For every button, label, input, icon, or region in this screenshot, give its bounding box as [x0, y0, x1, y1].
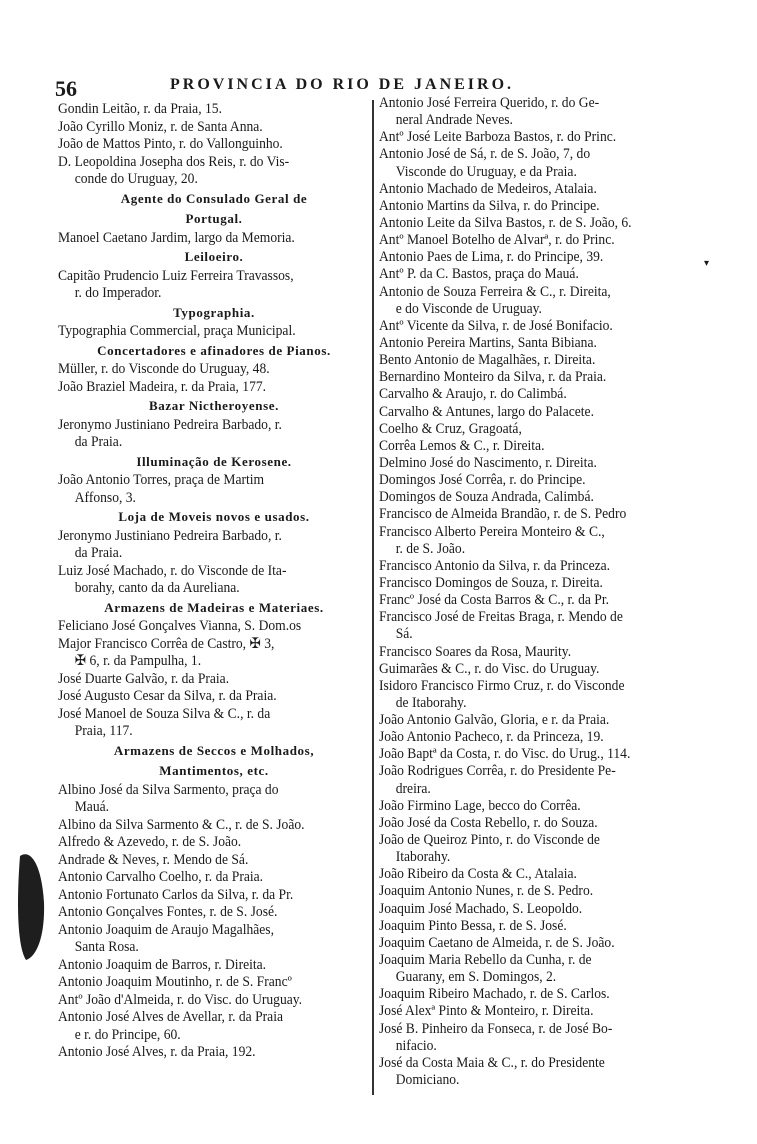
section-heading: Illuminação de Kerosene. — [136, 453, 292, 469]
section-heading: Mantimentos, etc. — [159, 763, 269, 778]
directory-entry: Joaquim Caetano de Almeida, r. de S. João. — [379, 934, 615, 951]
directory-entry: Jeronymo Justiniano Pedreira Barbado, r. — [58, 416, 282, 433]
directory-entry: Domingos de Souza Andrada, Calimbá. — [379, 489, 594, 506]
directory-entry: Luiz José Machado, r. do Visconde de Ita- — [58, 562, 287, 579]
left-column — [58, 101, 370, 1062]
section-heading: Concertadores e afinadores de Pianos. — [97, 342, 331, 358]
directory-entry: José da Costa Maia & C., r. do Presidente — [379, 1054, 605, 1071]
directory-entry: José B. Pinheiro da Fonseca, r. de José Bo- — [379, 1020, 613, 1037]
directory-entry: João de Queiroz Pinto, r. do Visconde de — [379, 832, 600, 849]
entry-continuation: Santa Rosa. — [74, 939, 139, 955]
directory-entry: Antonio Martins da Silva, r. do Principe. — [379, 197, 600, 214]
section-heading: Agente do Consulado Geral de — [120, 190, 308, 206]
directory-entry: Capitão Prudencio Luiz Ferreira Travassos, — [58, 267, 294, 284]
section-heading: Bazar Nictheroyense. — [149, 398, 279, 413]
directory-entry: Alfredo & Azevedo, r. de S. João. — [58, 834, 242, 850]
directory-entry: Antonio Paes de Lima, r. do Principe, 39. — [379, 249, 604, 266]
entry-continuation: conde do Uruguay, 20. — [74, 171, 198, 187]
entry-continuation: r. de S. João. — [395, 540, 466, 557]
directory-entry: Delmino José do Nascimento, r. Direita. — [379, 454, 597, 471]
entry-continuation: dreira. — [395, 780, 431, 797]
directory-entry: Antonio José Alves de Avellar, r. da Praia — [58, 1009, 283, 1025]
right-column — [379, 95, 724, 1089]
directory-entry: Gondin Leitão, r. da Praia, 15. — [58, 101, 222, 117]
directory-entry: Andrade & Neves, r. Mendo de Sá. — [58, 851, 249, 868]
directory-entry: Carvalho & Antunes, largo do Palacete. — [379, 403, 594, 420]
directory-entry: Müller, r. do Visconde do Uruguay, 48. — [58, 361, 270, 377]
ink-speck: ▾ — [704, 258, 710, 269]
directory-entry: João Antonio Torres, praça de Martim — [58, 472, 265, 488]
directory-entry: João José da Costa Rebello, r. do Souza. — [379, 814, 598, 831]
directory-entry: Guimarães & C., r. do Visc. do Uruguay. — [379, 660, 600, 677]
directory-entry: Joaquim Pinto Bessa, r. de S. José. — [379, 917, 567, 934]
directory-entry: Francisco Soares da Rosa, Maurity. — [379, 643, 572, 660]
page-title: PROVINCIA DO RIO DE JANEIRO. — [170, 76, 515, 93]
directory-entry: José Augusto Cesar da Silva, r. da Praia. — [58, 688, 277, 704]
directory-entry: João Ribeiro da Costa & C., Atalaia. — [379, 866, 577, 883]
directory-entry: João Antonio Galvão, Gloria, e r. da Praia. — [379, 712, 610, 729]
section-heading: Loja de Moveis novos e usados. — [118, 509, 310, 524]
directory-entry: Corrêa Lemos & C., r. Direita. — [379, 437, 545, 454]
directory-entry: Francisco Alberto Pereira Monteiro & C., — [379, 523, 605, 540]
directory-entry: Francisco de Almeida Brandão, r. de S. Pedro — [379, 506, 627, 523]
directory-entry: José Alexª Pinto & Monteiro, r. Direita. — [379, 1003, 594, 1020]
directory-entry: Antonio Joaquim Moutinho, r. de S. Francº — [58, 974, 292, 990]
directory-entry: Albino José da Silva Sarmento, praça do — [58, 781, 279, 798]
entry-continuation: Domiciano. — [395, 1072, 460, 1089]
entry-continuation: e do Visconde de Uruguay. — [395, 300, 542, 317]
entry-continuation: de Itaborahy. — [395, 694, 467, 711]
directory-entry: Antonio Joaquim de Barros, r. Direita. — [58, 956, 267, 973]
entry-continuation: Guarany, em S. Domingos, 2. — [395, 969, 557, 986]
entry-continuation: Visconde do Uruguay, e da Praia. — [395, 163, 577, 180]
directory-entry: Major Francisco Corrêa de Castro, ✠ 3, — [58, 635, 275, 652]
column-divider — [372, 100, 374, 1095]
directory-entry: Joaquim Ribeiro Machado, r. de S. Carlos. — [379, 986, 610, 1003]
directory-entry: Antonio José de Sá, r. de S. João, 7, do — [379, 146, 591, 163]
entry-continuation: da Praia. — [74, 545, 123, 561]
directory-entry: Albino da Silva Sarmento & C., r. de S. João. — [58, 816, 305, 833]
section-heading: Typographia. — [173, 304, 255, 320]
section-heading: Portugal. — [185, 211, 243, 226]
directory-entry: Antonio Machado de Medeiros, Atalaia. — [379, 180, 597, 197]
entry-continuation: Praia, 117. — [74, 723, 133, 739]
directory-entry: Francisco Antonio da Silva, r. da Princeza. — [379, 557, 611, 574]
directory-entry: João Baptª da Costa, r. do Visc. do Urug., 114. — [379, 746, 631, 763]
entry-continuation: da Praia. — [74, 434, 123, 450]
directory-entry: Bernardino Monteiro da Silva, r. da Praia. — [379, 369, 607, 386]
directory-entry: Manoel Caetano Jardim, largo da Memoria. — [58, 229, 295, 246]
entry-continuation: Affonso, 3. — [74, 489, 136, 506]
directory-entry: Joaquim Antonio Nunes, r. de S. Pedro. — [379, 883, 594, 900]
directory-entry: Antº João d'Almeida, r. do Visc. do Uruguay. — [58, 991, 303, 1008]
directory-entry: Francisco Domingos de Souza, r. Direita. — [379, 574, 603, 591]
directory-entry: Joaquim José Machado, S. Leopoldo. — [379, 900, 583, 917]
directory-entry: Antonio Fortunato Carlos da Silva, r. da Pr. — [58, 886, 294, 903]
directory-entry: Antonio de Souza Ferreira & C., r. Direita, — [379, 283, 611, 300]
directory-entry: Antonio José Ferreira Querido, r. do Ge- — [379, 95, 600, 111]
entry-continuation: neral Andrade Neves. — [395, 112, 513, 129]
directory-entry: Typographia Commercial, praça Municipal. — [58, 323, 296, 339]
directory-entry: João Rodrigues Corrêa, r. do Presidente Pe- — [379, 763, 616, 780]
directory-entry: Antonio Pereira Martins, Santa Bibiana. — [379, 334, 597, 351]
section-heading: Leiloeiro. — [184, 249, 244, 264]
directory-entry: Coelho & Cruz, Gragoatá, — [379, 420, 522, 437]
directory-entry: Bento Antonio de Magalhães, r. Direita. — [379, 352, 596, 369]
entry-continuation: r. do Imperador. — [74, 285, 162, 301]
directory-entry: Antº Vicente da Silva, r. de José Bonifacio. — [379, 317, 613, 334]
page-number: 56 — [55, 76, 77, 101]
directory-entry: Antº P. da C. Bastos, praça do Mauá. — [379, 266, 579, 283]
directory-entry: João de Mattos Pinto, r. do Vallonguinho. — [58, 136, 283, 152]
directory-entry: Isidoro Francisco Firmo Cruz, r. do Visconde — [379, 677, 625, 694]
directory-entry: Antonio José Alves, r. da Praia, 192. — [58, 1044, 256, 1060]
entry-continuation: borahy, canto da da Aureliana. — [74, 580, 240, 596]
directory-entry: João Cyrillo Moniz, r. de Santa Anna. — [58, 118, 263, 135]
directory-entry: Domingos José Corrêa, r. do Principe. — [379, 472, 586, 489]
directory-entry: Antonio Joaquim de Araujo Magalhães, — [58, 921, 274, 938]
directory-entry: Francº José da Costa Barros & C., r. da Pr. — [379, 592, 610, 609]
entry-continuation: nifacio. — [395, 1037, 437, 1054]
directory-entry: Jeronymo Justiniano Pedreira Barbado, r. — [58, 527, 282, 544]
directory-entry: João Antonio Pacheco, r. da Princeza, 19. — [379, 729, 604, 746]
entry-continuation: Itaborahy. — [395, 849, 451, 866]
directory-entry: Antº Manoel Botelho de Alvarª, r. do Princ. — [379, 232, 615, 249]
directory-entry: João Braziel Madeira, r. da Praia, 177. — [58, 378, 267, 395]
directory-entry: Joaquim Maria Rebello da Cunha, r. de — [379, 952, 592, 969]
entry-continuation: Sá. — [395, 626, 413, 643]
directory-entry: João Firmino Lage, becco do Corrêa. — [379, 797, 581, 814]
section-heading: Armazens de Seccos e Molhados, — [113, 742, 315, 758]
directory-entry: Antonio Carvalho Coelho, r. da Praia. — [58, 869, 264, 885]
directory-entry: Antº José Leite Barboza Bastos, r. do Princ. — [379, 129, 617, 146]
directory-entry: José Duarte Galvão, r. da Praia. — [58, 670, 230, 687]
directory-entry: José Manoel de Souza Silva & C., r. da — [58, 705, 271, 722]
directory-entry: Antonio Leite da Silva Bastos, r. de S. João, 6. — [379, 214, 632, 231]
directory-entry: Feliciano José Gonçalves Vianna, S. Dom.os — [58, 618, 302, 634]
entry-continuation: ✠ 6, r. da Pampulha, 1. — [74, 653, 202, 669]
directory-entry: D. Leopoldina Josepha dos Reis, r. do Vis- — [58, 153, 290, 170]
directory-entry: Carvalho & Araujo, r. do Calimbá. — [379, 386, 567, 403]
page-edge-mark — [14, 848, 46, 963]
section-heading: Armazens de Madeiras e Materiaes. — [104, 599, 324, 615]
entry-continuation: e r. do Principe, 60. — [74, 1026, 181, 1043]
directory-entry: Francisco José de Freitas Braga, r. Mendo de — [379, 609, 623, 626]
entry-continuation: Mauá. — [74, 799, 110, 815]
directory-entry: Antonio Gonçalves Fontes, r. de S. José. — [58, 904, 278, 920]
